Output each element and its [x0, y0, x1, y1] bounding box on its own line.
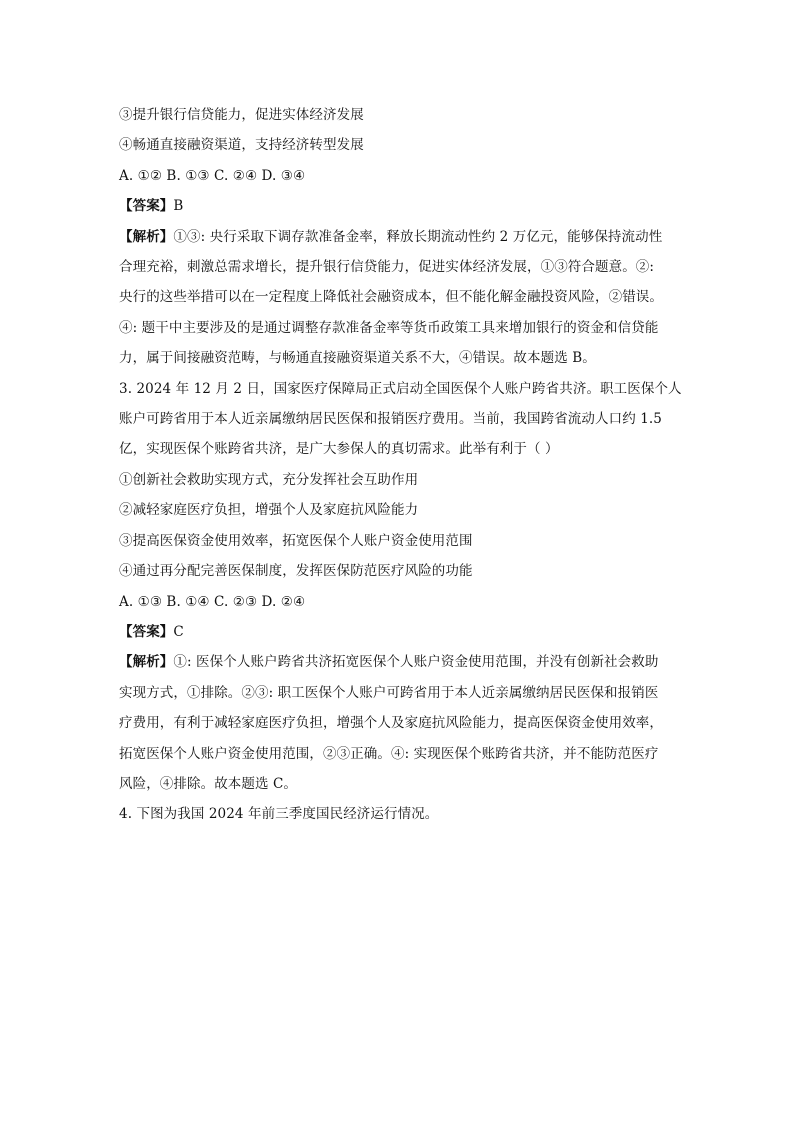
- q3-option-1: ①创新社会救助实现方式，充分发挥社会互助作用: [119, 471, 419, 488]
- q3-analysis-label: 【解析】: [119, 654, 174, 671]
- q3-stem-line-1: 3. 2024 年 12 月 2 日，国家医疗保障局正式启动全国医保个人账户跨省共济。职工医保个人: [119, 380, 682, 397]
- q2-answer: [119, 191, 685, 221]
- q2-answer-label: 【答案】: [119, 198, 174, 215]
- q3-analysis-line-1: [119, 647, 685, 677]
- q3-analysis-line-2: 实现方式，①排除。②③: 职工医保个人账户可跨省用于本人近亲属缴纳居民医保和报销医: [119, 684, 659, 701]
- q3-analysis-text-1: ①: 医保个人账户跨省共济拓宽医保个人账户资金使用范围，并没有创新社会救助: [173, 654, 659, 671]
- q2-analysis-line-2: 合理充裕，刺激总需求增长，提升银行信贷能力，促进实体经济发展，①③符合题意。②:: [119, 259, 655, 276]
- q3-answer: [119, 617, 685, 647]
- q3-option-3: ③提高医保资金使用效率，拓宽医保个人账户资金使用范围: [119, 532, 473, 549]
- q3-analysis-line-3: 疗费用，有利于减轻家庭医疗负担，增强个人及家庭抗风险能力，提高医保资金使用效率，: [119, 715, 663, 732]
- q2-option-4: ④畅通直接融资渠道，支持经济转型发展: [119, 137, 364, 154]
- q2-analysis-line-4: ④: 题干中主要涉及的是通过调整存款准备金率等货币政策工具来增加银行的资金和信贷能: [119, 319, 659, 336]
- q3-analysis-line-4: 拓宽医保个人账户资金使用范围，②③正确。④: 实现医保个账跨省共济，并不能防范医疗: [119, 745, 659, 762]
- q2-analysis-text-1: ①③: 央行采取下调存款准备金率，释放长期流动性约 2 万亿元，能够保持流动性: [173, 228, 663, 245]
- q2-analysis-line-5: 力，属于间接融资范畴，与畅通直接融资渠道关系不大，④错误。故本题选 B。: [119, 350, 596, 367]
- q2-analysis-line-1: [119, 222, 685, 252]
- q4-stem: 4. 下图为我国 2024 年前三季度国民经济运行情况。: [119, 806, 439, 823]
- document-page: [119, 100, 685, 830]
- q3-stem-line-2: 账户可跨省用于本人近亲属缴纳居民医保和报销医疗费用。当前，我国跨省流动人口约 1.5: [119, 411, 662, 428]
- q3-option-2: ②减轻家庭医疗负担，增强个人及家庭抗风险能力: [119, 502, 419, 519]
- q2-analysis-label: 【解析】: [119, 228, 174, 245]
- q3-stem-line-3: 亿，实现医保个账跨省共济，是广大参保人的真切需求。此举有利于（ ）: [119, 441, 559, 458]
- q3-analysis-line-5: 风险，④排除。故本题选 C。: [119, 775, 298, 792]
- q2-option-3: ③提升银行信贷能力，促进实体经济发展: [119, 107, 364, 123]
- q3-choices: A. ①③ B. ①④ C. ②③ D. ②④: [119, 593, 306, 610]
- q3-answer-label: 【答案】: [119, 623, 174, 640]
- q2-choices: A. ①② B. ①③ C. ②④ D. ③④: [119, 167, 306, 184]
- q3-answer-value: C: [173, 623, 184, 640]
- q3-option-4: ④通过再分配完善医保制度，发挥医保防范医疗风险的功能: [119, 563, 473, 580]
- q2-analysis-line-3: 央行的这些举措可以在一定程度上降低社会融资成本，但不能化解金融投资风险，②错误。: [119, 289, 663, 306]
- q2-answer-value: B: [173, 198, 184, 215]
